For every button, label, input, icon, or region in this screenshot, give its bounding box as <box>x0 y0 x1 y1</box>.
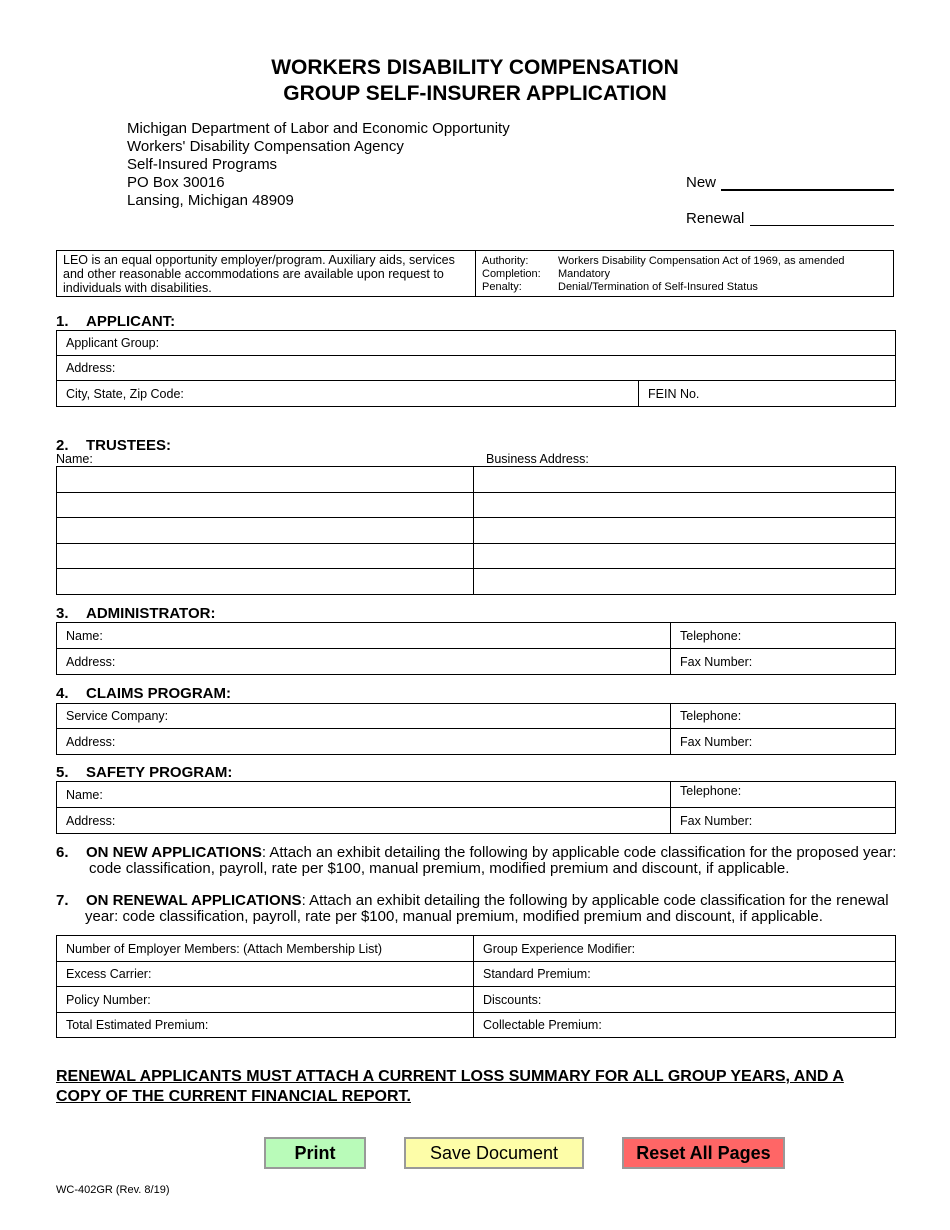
claims-table <box>56 703 896 755</box>
agency-line: Workers' Disability Compensation Agency <box>127 138 404 155</box>
completion-label: Completion: <box>482 268 541 280</box>
trustee-name-column-header: Name: <box>56 452 93 466</box>
section-number: 7. <box>56 892 69 909</box>
administrator-fax-field[interactable]: Fax Number: <box>671 649 896 675</box>
new-field[interactable] <box>721 173 894 191</box>
safety-address-field[interactable]: Address: <box>57 808 671 834</box>
renewal-applications-note <box>56 892 889 909</box>
safety-telephone-field[interactable]: Telephone: <box>671 782 896 808</box>
authority-label: Authority: <box>482 255 529 267</box>
employer-members-field[interactable]: Number of Employer Members: (Attach Membership List) <box>57 936 474 962</box>
completion-value: Mandatory <box>558 268 610 280</box>
claims-fax-field[interactable]: Fax Number: <box>671 729 896 755</box>
trustee-name-field[interactable] <box>57 518 474 544</box>
section-number: 6. <box>56 844 69 861</box>
renewal-notice <box>56 1067 896 1107</box>
trustees-table <box>56 466 896 595</box>
form-title-line2: GROUP SELF-INSURER APPLICATION <box>283 82 667 105</box>
print-button[interactable]: Print <box>264 1137 366 1169</box>
section-title: SAFETY PROGRAM: <box>86 764 233 781</box>
section-title: CLAIMS PROGRAM: <box>86 685 231 702</box>
trustee-name-field[interactable] <box>57 569 474 595</box>
claims-address-field[interactable]: Address: <box>57 729 671 755</box>
applicant-city-field[interactable]: City, State, Zip Code: <box>57 381 639 407</box>
section-title: ADMINISTRATOR: <box>86 605 216 622</box>
form-number: WC-402GR (Rev. 8/19) <box>56 1184 170 1196</box>
reset-all-pages-button[interactable]: Reset All Pages <box>622 1137 785 1169</box>
safety-fax-field[interactable]: Fax Number: <box>671 808 896 834</box>
applicant-address-field[interactable]: Address: <box>57 356 896 381</box>
administrator-name-field[interactable]: Name: <box>57 623 671 649</box>
trustee-address-field[interactable] <box>474 493 896 518</box>
agency-line: Self-Insured Programs <box>127 156 278 173</box>
section-claims-heading <box>56 685 231 702</box>
standard-premium-field[interactable]: Standard Premium: <box>474 962 896 987</box>
applicant-table <box>56 330 896 407</box>
administrator-address-field[interactable]: Address: <box>57 649 671 675</box>
agency-address <box>127 120 510 210</box>
agency-line: PO Box 30016 <box>127 174 225 191</box>
experience-modifier-field[interactable]: Group Experience Modifier: <box>474 936 896 962</box>
authority-value: Workers Disability Compensation Act of 1969, as amended <box>558 255 845 267</box>
new-applications-text-2: code classification, payroll, rate per $100, manual premium, modified premium and discount, if applicable. <box>89 860 790 877</box>
premium-table <box>56 935 896 1038</box>
new-label: New <box>686 174 717 191</box>
section-number: 3. <box>56 605 69 622</box>
section-number: 1. <box>56 313 69 330</box>
eeo-statement: LEO is an equal opportunity employer/program. Auxiliary aids, services and other reasonable accommodations are available upon request to individuals with disabilities. <box>63 253 455 295</box>
applicant-group-field[interactable]: Applicant Group: <box>57 331 896 356</box>
save-document-button[interactable]: Save Document <box>404 1137 584 1169</box>
administrator-table <box>56 622 896 675</box>
renewal-notice-line: RENEWAL APPLICANTS MUST ATTACH A CURRENT LOSS SUMMARY FOR ALL GROUP YEARS, AND A <box>56 1068 844 1085</box>
section-administrator-heading <box>56 605 215 622</box>
agency-line: Lansing, Michigan 48909 <box>127 192 294 209</box>
info-divider <box>475 251 476 296</box>
agency-line: Michigan Department of Labor and Economic Opportunity <box>127 120 510 137</box>
new-applications-note <box>56 844 896 861</box>
new-applications-text: : Attach an exhibit detailing the following by applicable code classification for the proposed year: <box>261 844 897 861</box>
penalty-value: Denial/Termination of Self-Insured Status <box>558 281 758 293</box>
new-applications-heading: ON NEW APPLICATIONS <box>86 844 262 861</box>
section-number: 2. <box>56 437 69 454</box>
applicant-fein-field[interactable]: FEIN No. <box>639 381 896 407</box>
section-title: TRUSTEES: <box>86 437 172 454</box>
safety-table <box>56 781 896 834</box>
discounts-field[interactable]: Discounts: <box>474 987 896 1013</box>
policy-number-field[interactable]: Policy Number: <box>57 987 474 1013</box>
trustee-name-field[interactable] <box>57 544 474 569</box>
penalty-label: Penalty: <box>482 281 522 293</box>
section-title: APPLICANT: <box>86 313 176 330</box>
form-title-line1: WORKERS DISABILITY COMPENSATION <box>271 56 679 79</box>
service-company-field[interactable]: Service Company: <box>57 704 671 729</box>
renewal-field[interactable] <box>750 209 894 226</box>
section-number: 4. <box>56 685 69 702</box>
collectable-premium-field[interactable]: Collectable Premium: <box>474 1013 896 1038</box>
section-number: 5. <box>56 764 69 781</box>
renewal-applications-text-2: year: code classification, payroll, rate per $100, manual premium, modified premium and discount, if applicable. <box>85 908 823 925</box>
trustee-address-field[interactable] <box>474 569 896 595</box>
claims-telephone-field[interactable]: Telephone: <box>671 704 896 729</box>
info-box <box>56 250 894 297</box>
renewal-applications-heading: ON RENEWAL APPLICATIONS <box>86 892 302 909</box>
section-applicant-heading <box>56 313 175 330</box>
renewal-applications-text: : Attach an exhibit detailing the following by applicable code classification for the renewal <box>301 892 889 909</box>
trustee-address-field[interactable] <box>474 518 896 544</box>
administrator-telephone-field[interactable]: Telephone: <box>671 623 896 649</box>
trustee-name-field[interactable] <box>57 493 474 518</box>
excess-carrier-field[interactable]: Excess Carrier: <box>57 962 474 987</box>
trustee-name-field[interactable] <box>57 467 474 493</box>
section-safety-heading <box>56 764 232 781</box>
total-premium-field[interactable]: Total Estimated Premium: <box>57 1013 474 1038</box>
trustee-address-column-header: Business Address: <box>486 452 589 466</box>
safety-name-field[interactable]: Name: <box>57 782 671 808</box>
renewal-notice-line: COPY OF THE CURRENT FINANCIAL REPORT. <box>56 1088 411 1105</box>
renewal-label: Renewal <box>686 210 745 227</box>
trustee-address-field[interactable] <box>474 467 896 493</box>
trustee-address-field[interactable] <box>474 544 896 569</box>
